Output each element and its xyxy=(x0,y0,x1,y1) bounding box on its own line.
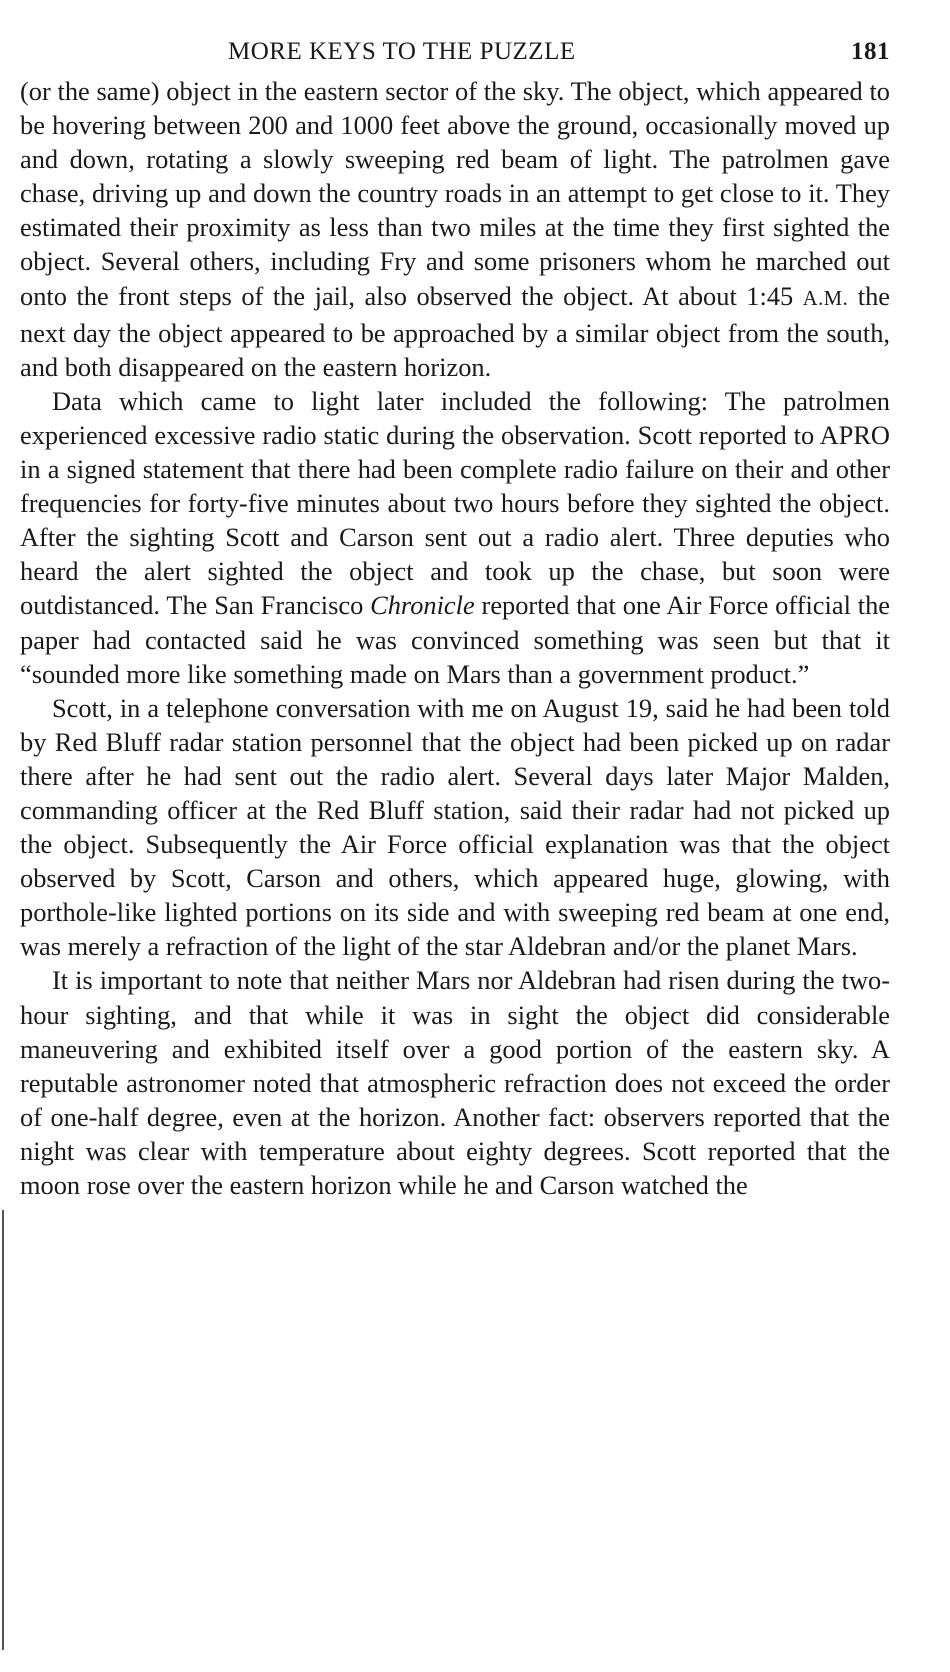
book-page xyxy=(20,36,890,1202)
paragraph-1-text-b: the next day the object appeared to be approached by a similar object from the south, and both disappeared on the eastern horizon. xyxy=(20,280,890,382)
body-text xyxy=(20,74,890,1202)
paragraph-3 xyxy=(20,691,890,964)
paragraph-4 xyxy=(20,963,890,1202)
paragraph-1-text-a: (or the same) object in the eastern sector of the sky. The object, which appeared to be hovering between 200 and 1000 feet above the ground, occasionally moved up and down, rotating a slowly sweeping red beam of light. The patrolmen gave chase, driving up and down the country roads in an attempt to get close to it. They estimated their proximity as less than two miles at the time they first sighted the object. Several others, including Fry and some prisoners whom he marched out onto the front steps of the jail, also observed the object. At about 1:45 xyxy=(20,76,890,311)
paragraph-2 xyxy=(20,384,890,691)
page-number: 181 xyxy=(851,38,890,65)
time-of-day-abbreviation: A.M. xyxy=(802,287,849,310)
paragraph-2-text-a: Data which came to light later included the following: The patrolmen experienced excessive radio static during the observation. Scott reported to APRO in a signed statement that there had been complete radio failure on their and other frequencies for forty-five minutes about two hours before they sighted the object. After the sighting Scott and Carson sent out a radio alert. Three deputies who heard the alert sighted the object and took up the chase, but soon were outdistanced. The San Francisco xyxy=(20,385,890,621)
running-head xyxy=(20,36,890,74)
paragraph-3-text: Scott, in a telephone conversation with me on August 19, said he had been told by Red Bluff radar station personnel that the object had been picked up on radar there after he had sent out the radio alert. Several days later Major Malden, commanding officer at the Red Bluff station, said their radar had not picked up the object. Subsequently the Air Force official explanation was that the object observed by Scott, Carson and others, which appeared huge, glowing, with porthole-like lighted portions on its side and with sweeping red beam at one end, was merely a refraction of the light of the star Aldebran and/or the planet Mars. xyxy=(20,692,890,962)
binding-edge-line xyxy=(2,1210,4,1650)
paragraph-1 xyxy=(20,74,890,384)
paragraph-4-text: It is important to note that neither Mars nor Aldebran had risen during the two-hour sighting, and that while it was in sight the object did considerable maneuvering and exhibited itself over a good portion of the eastern sky. A reputable astronomer noted that atmospheric refraction does not exceed the order of one-half degree, even at the horizon. Another fact: observers reported that the night was clear with temperature about eighty degrees. Scott reported that the moon rose over the eastern horizon while he and Carson watched the xyxy=(20,965,890,1200)
running-title: MORE KEYS TO THE PUZZLE xyxy=(228,38,576,65)
paragraph-2-text-b: reported that one Air Force official the paper had contacted said he was convinced something was seen but that it “sounded more like something made on Mars than a government product.” xyxy=(20,590,890,689)
newspaper-title: Chronicle xyxy=(370,590,475,621)
